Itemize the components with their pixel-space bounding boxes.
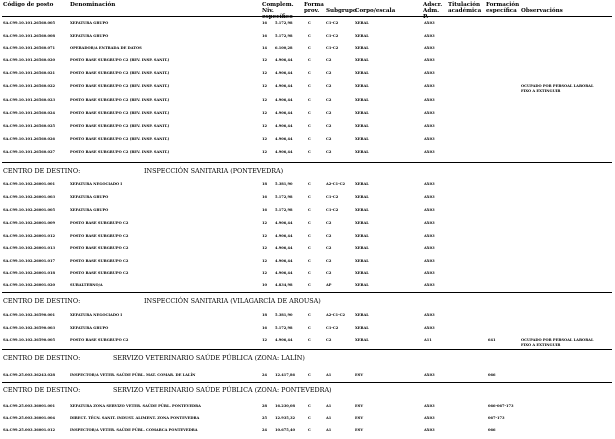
row-denominacion: POSTO BASE SUBGRUPO C2 (REV. INSP. SANIT.) (70, 71, 170, 75)
row-corpo: XERAL (355, 98, 369, 102)
row-nivel: 16 (262, 195, 268, 199)
row-corpo: XERAL (355, 313, 369, 317)
table-row (0, 338, 615, 346)
row-forma: C (308, 271, 311, 275)
row-forma: C (308, 416, 311, 420)
table-row (0, 416, 615, 424)
row-nivel: 12 (262, 150, 268, 154)
row-forma: C (308, 124, 311, 128)
header-forma: Forma prov. (304, 2, 324, 15)
row-forma: C (308, 246, 311, 250)
row-nivel: 12 (262, 259, 268, 263)
row-forma: C (308, 221, 311, 225)
row-nivel: 24 (262, 373, 268, 377)
row-code: SA.C99.10.102.26001.001 (3, 182, 56, 186)
row-code: SA.C99.10.101.26560.024 (3, 111, 56, 115)
table-row (0, 313, 615, 321)
row-corpo: XERAL (355, 326, 369, 330)
row-denominacion: POSTO BASE SUBGRUPO C2 (70, 338, 129, 342)
row-corpo: XERAL (355, 111, 369, 115)
table-row (0, 246, 615, 254)
row-subgrupo: A2-C1-C2 (326, 182, 345, 186)
row-corpo: XERAL (355, 221, 369, 225)
row-denominacion: OPERADOR/A ENTRADA DE DATOS (70, 46, 142, 50)
row-denominacion: XEFATURA GRUPO (70, 195, 109, 199)
row-corpo: XERAL (355, 21, 369, 25)
row-denominacion: INSPECTOR/A VETER. SAÚDE PÚBL. MAT. COMAR. DE LALÍN (70, 373, 196, 377)
row-complemento: 4.906,44 (275, 259, 293, 263)
table-row (0, 404, 615, 412)
row-adscr: AX03 (424, 283, 435, 287)
table-row (0, 34, 615, 42)
table-row (0, 71, 615, 79)
row-forma: C (308, 234, 311, 238)
row-corpo: XERAL (355, 71, 369, 75)
row-code: SA.C99.10.102.26001.009 (3, 221, 56, 225)
table-row (0, 373, 615, 381)
row-corpo: ESV (355, 373, 364, 377)
row-forma: C (308, 150, 311, 154)
row-denominacion: INSPECTOR/A VETER. SAÚDE PÚBL. COMARCA PONTEVEDRA (70, 428, 198, 432)
row-nivel: 12 (262, 137, 268, 141)
row-denominacion: XEFATURA GRUPO (70, 21, 109, 25)
row-adscr: AX03 (424, 271, 435, 275)
row-complemento: 10.675,40 (275, 428, 296, 432)
row-forma: C (308, 195, 311, 199)
row-adscr: AX03 (424, 404, 435, 408)
row-subgrupo: A1 (326, 416, 332, 420)
row-forma: C (308, 21, 311, 25)
table-row (0, 46, 615, 54)
row-complemento: 5.381,90 (275, 182, 293, 186)
row-nivel: 12 (262, 71, 268, 75)
row-complemento: 5.381,90 (275, 313, 293, 317)
row-code: SA.C99.25.003.36001.001 (3, 404, 56, 408)
table-row (0, 182, 615, 190)
row-corpo: XERAL (355, 46, 369, 50)
row-corpo: XERAL (355, 246, 369, 250)
row-adscr: AX03 (424, 234, 435, 238)
row-corpo: XERAL (355, 195, 369, 199)
row-complemento: 4.834,98 (275, 283, 293, 287)
row-subgrupo: C1-C2 (326, 34, 339, 38)
row-corpo: ESV (355, 404, 364, 408)
row-denominacion: XEFATURA GRUPO (70, 326, 109, 330)
row-adscr: AX03 (424, 313, 435, 317)
row-adscr: AX03 (424, 58, 435, 62)
row-complemento: 4.906,44 (275, 246, 293, 250)
row-code: SA.C99.10.101.26560.023 (3, 98, 56, 102)
row-denominacion: POSTO BASE SUBGRUPO C2 (70, 246, 129, 250)
row-subgrupo: C2 (326, 221, 332, 225)
header-formacion: Formación específica (486, 2, 520, 15)
row-subgrupo: A2-C1-C2 (326, 313, 345, 317)
row-complemento: 5.172,98 (275, 326, 293, 330)
row-adscr: AX03 (424, 98, 435, 102)
row-subgrupo: C2 (326, 150, 332, 154)
table-row (0, 137, 615, 145)
row-corpo: XERAL (355, 84, 369, 88)
row-code: SA.C99.25.003.36243.028 (3, 373, 56, 377)
row-adscr: AX03 (424, 428, 435, 432)
header-nivel: Complem. Niv. específico (262, 2, 294, 21)
table-row (0, 271, 615, 279)
row-nivel: 12 (262, 338, 268, 342)
row-complemento: 4.906,44 (275, 234, 293, 238)
row-forma: C (308, 338, 311, 342)
section-rule (2, 162, 612, 163)
row-corpo: XERAL (355, 150, 369, 154)
row-subgrupo: C2 (326, 84, 332, 88)
section-name: SERVIZO VETERINARIO SAÚDE PÚBLICA (ZONA: LALÍN) (113, 354, 305, 362)
row-forma: C (308, 326, 311, 330)
row-subgrupo: C1-C2 (326, 46, 339, 50)
table-row (0, 150, 615, 158)
row-subgrupo: C1-C2 (326, 208, 339, 212)
row-code: SA.C99.10.101.26560.020 (3, 58, 56, 62)
row-denominacion: DIRECT. TÉCN. SANIT. INDUST. ALIMENT. ZONA PONTEVEDRA (70, 416, 200, 420)
row-subgrupo: A1 (326, 404, 332, 408)
row-forma: C (308, 313, 311, 317)
row-complemento: 5.172,98 (275, 208, 293, 212)
row-nivel: 12 (262, 111, 268, 115)
row-subgrupo: C1-C2 (326, 326, 339, 330)
row-code: SA.C99.10.102.36590.001 (3, 313, 56, 317)
section-name: INSPECCIÓN SANITARIA (VILAGARCÍA DE AROUSA) (144, 297, 321, 305)
row-subgrupo: C2 (326, 259, 332, 263)
row-forma: C (308, 71, 311, 75)
row-adscr: AX03 (424, 259, 435, 263)
row-denominacion: POSTO BASE SUBGRUPO C2 (REV. INSP. SANIT.) (70, 150, 170, 154)
row-forma: C (308, 34, 311, 38)
row-nivel: 12 (262, 98, 268, 102)
row-complemento: 4.906,44 (275, 58, 293, 62)
row-denominacion: POSTO BASE SUBGRUPO C2 (REV. INSP. SANIT.) (70, 137, 170, 141)
row-corpo: ESV (355, 416, 364, 420)
row-adscr: AX03 (424, 111, 435, 115)
row-forma: C (308, 208, 311, 212)
row-complemento: 4.906,44 (275, 150, 293, 154)
row-complemento: 5.172,98 (275, 195, 293, 199)
table-row (0, 195, 615, 203)
row-denominacion: POSTO BASE SUBGRUPO C2 (70, 234, 129, 238)
row-code: SA.C99.10.101.26560.022 (3, 84, 56, 88)
section-rule (2, 292, 612, 293)
row-adscr: AX03 (424, 124, 435, 128)
row-denominacion: POSTO BASE SUBGRUPO C2 (REV. INSP. SANIT.) (70, 58, 170, 62)
row-corpo: XERAL (355, 137, 369, 141)
row-corpo: XERAL (355, 283, 369, 287)
row-nivel: 16 (262, 21, 268, 25)
row-subgrupo: C1-C2 (326, 195, 339, 199)
row-denominacion: XEFATURA GRUPO (70, 34, 109, 38)
table-row (0, 326, 615, 334)
row-nivel: 12 (262, 84, 268, 88)
table-row (0, 259, 615, 267)
row-denominacion: POSTO BASE SUBGRUPO C2 (70, 221, 129, 225)
row-subgrupo: C2 (326, 246, 332, 250)
row-complemento: 6.100,28 (275, 46, 293, 50)
header-codigo: Código de posto (3, 2, 54, 8)
row-adscr: AX03 (424, 416, 435, 420)
section-label: CENTRO DE DESTINO: (3, 386, 81, 394)
row-adscr: AX03 (424, 208, 435, 212)
row-complemento: 4.906,44 (275, 124, 293, 128)
section-name: INSPECCIÓN SANITARIA (PONTEVEDRA) (144, 167, 284, 175)
row-forma: C (308, 46, 311, 50)
row-adscr: AX03 (424, 195, 435, 199)
row-complemento: 16.230,08 (275, 404, 296, 408)
table-row (0, 124, 615, 132)
row-subgrupo: C2 (326, 271, 332, 275)
row-adscr: AX03 (424, 373, 435, 377)
row-complemento: 4.906,44 (275, 271, 293, 275)
row-code: SA.C99.10.102.26001.017 (3, 259, 56, 263)
table-row (0, 208, 615, 216)
row-corpo: XERAL (355, 338, 369, 342)
row-code: SA.C99.10.102.26001.012 (3, 234, 56, 238)
row-corpo: XERAL (355, 259, 369, 263)
row-code: SA.C99.10.101.26560.025 (3, 124, 56, 128)
section-rule (2, 382, 612, 383)
row-subgrupo: C2 (326, 338, 332, 342)
row-nivel: 12 (262, 271, 268, 275)
header-observacions: Observacións (521, 8, 563, 14)
row-code: SA.C99.10.101.26560.021 (3, 71, 56, 75)
row-formacion: 067-173 (488, 416, 505, 420)
row-code: SA.C99.10.101.26560.071 (3, 46, 56, 50)
row-adscr: AX03 (424, 21, 435, 25)
row-observacions: OCUPADO POR PERSOAL LABORAL FIXO A EXTINGUIR (521, 338, 594, 347)
table-row (0, 58, 615, 66)
row-formacion: 641 (488, 338, 496, 342)
row-forma: C (308, 182, 311, 186)
header-titulacion: Titulación académica (448, 2, 482, 15)
row-nivel: 12 (262, 58, 268, 62)
row-forma: C (308, 259, 311, 263)
row-subgrupo: C2 (326, 98, 332, 102)
row-forma: C (308, 84, 311, 88)
row-code: SA.C99.25.003.36001.012 (3, 428, 56, 432)
row-adscr: AX03 (424, 84, 435, 88)
row-adscr: AX03 (424, 246, 435, 250)
table-row (0, 111, 615, 119)
row-adscr: AX03 (424, 46, 435, 50)
row-nivel: 16 (262, 34, 268, 38)
row-code: SA.C99.10.101.26560.026 (3, 137, 56, 141)
row-complemento: 4.906,44 (275, 338, 293, 342)
row-nivel: 12 (262, 234, 268, 238)
row-denominacion: SUBALTERNO/A (70, 283, 103, 287)
row-formacion: 066 (488, 373, 496, 377)
row-nivel: 16 (262, 208, 268, 212)
row-denominacion: XEFATURA NEGOCIADO I (70, 313, 123, 317)
row-forma: C (308, 111, 311, 115)
row-nivel: 10 (262, 283, 268, 287)
section-label: CENTRO DE DESTINO: (3, 167, 81, 175)
row-formacion: 066 (488, 428, 496, 432)
row-code: SA.C99.10.102.26001.013 (3, 246, 56, 250)
row-corpo: XERAL (355, 208, 369, 212)
row-complemento: 4.906,44 (275, 98, 293, 102)
header-rule (2, 16, 612, 17)
header-denominacion: Denominación (70, 2, 116, 8)
row-code: SA.C99.10.101.26560.005 (3, 21, 56, 25)
row-complemento: 4.906,44 (275, 111, 293, 115)
section-name: SERVIZO VETERINARIO SAÚDE PÚBLICA (ZONA: PONTEVEDRA) (113, 386, 332, 394)
row-denominacion: XEFATURA NEGOCIADO I (70, 182, 123, 186)
row-subgrupo: C1-C2 (326, 21, 339, 25)
row-adscr: AX03 (424, 182, 435, 186)
row-complemento: 12.417,86 (275, 373, 296, 377)
row-denominacion: XEFATURA GRUPO (70, 208, 109, 212)
row-corpo: XERAL (355, 182, 369, 186)
row-forma: C (308, 404, 311, 408)
row-subgrupo: A1 (326, 373, 332, 377)
row-nivel: 16 (262, 326, 268, 330)
row-code: SA.C99.25.003.36001.004 (3, 416, 56, 420)
table-row (0, 221, 615, 229)
table-row (0, 428, 615, 436)
row-corpo: ESV (355, 428, 364, 432)
row-subgrupo: A1 (326, 428, 332, 432)
row-nivel: 28 (262, 404, 268, 408)
row-nivel: 12 (262, 246, 268, 250)
row-corpo: XERAL (355, 34, 369, 38)
table-row (0, 283, 615, 291)
row-formacion: 066-067-173 (488, 404, 514, 408)
header-subgrupo: Subgrupo (326, 8, 357, 14)
row-complemento: 5.172,98 (275, 34, 293, 38)
row-adscr: A11 (424, 338, 432, 342)
row-denominacion: POSTO BASE SUBGRUPO C2 (70, 259, 129, 263)
row-corpo: XERAL (355, 234, 369, 238)
header-adscr: Adscr. Adm. P. (423, 2, 443, 21)
row-subgrupo: C2 (326, 71, 332, 75)
row-code: SA.C99.10.101.26560.027 (3, 150, 56, 154)
section-rule (2, 349, 612, 350)
row-nivel: 12 (262, 124, 268, 128)
row-subgrupo: C2 (326, 58, 332, 62)
row-code: SA.C99.10.102.26001.018 (3, 271, 56, 275)
row-adscr: AX03 (424, 326, 435, 330)
row-code: SA.C99.10.102.26001.005 (3, 208, 56, 212)
row-complemento: 4.906,44 (275, 221, 293, 225)
row-nivel: 12 (262, 221, 268, 225)
row-nivel: 14 (262, 46, 268, 50)
row-forma: C (308, 137, 311, 141)
row-complemento: 12.935,32 (275, 416, 296, 420)
row-nivel: 25 (262, 416, 268, 420)
header-corpo: Corpo/escala (355, 8, 396, 14)
row-subgrupo: AP (326, 283, 332, 287)
row-corpo: XERAL (355, 271, 369, 275)
row-nivel: 18 (262, 182, 268, 186)
row-complemento: 4.906,44 (275, 71, 293, 75)
row-adscr: AX03 (424, 34, 435, 38)
row-forma: C (308, 98, 311, 102)
row-forma: C (308, 58, 311, 62)
row-corpo: XERAL (355, 58, 369, 62)
row-forma: C (308, 428, 311, 432)
row-adscr: AX03 (424, 221, 435, 225)
row-subgrupo: C2 (326, 124, 332, 128)
table-row (0, 21, 615, 29)
row-nivel: 24 (262, 428, 268, 432)
row-denominacion: POSTO BASE SUBGRUPO C2 (REV. INSP. SANIT.) (70, 124, 170, 128)
row-complemento: 5.172,98 (275, 21, 293, 25)
row-denominacion: POSTO BASE SUBGRUPO C2 (REV. INSP. SANIT.) (70, 111, 170, 115)
row-forma: C (308, 283, 311, 287)
row-code: SA.C99.10.102.26001.020 (3, 283, 56, 287)
row-denominacion: POSTO BASE SUBGRUPO C2 (70, 271, 129, 275)
section-label: CENTRO DE DESTINO: (3, 297, 81, 305)
row-complemento: 4.906,44 (275, 84, 293, 88)
row-subgrupo: C2 (326, 111, 332, 115)
row-subgrupo: C2 (326, 234, 332, 238)
row-subgrupo: C2 (326, 137, 332, 141)
row-adscr: AX03 (424, 137, 435, 141)
row-forma: C (308, 373, 311, 377)
row-denominacion: XEFATURA ZONA SERVIZO VETER. SAÚDE PÚBL. PONTEVEDRA (70, 404, 201, 408)
row-code: SA.C99.10.102.36590.003 (3, 326, 56, 330)
row-denominacion: POSTO BASE SUBGRUPO C2 (REV. INSP. SANIT.) (70, 98, 170, 102)
table-row (0, 98, 615, 106)
row-code: SA.C99.10.101.26560.008 (3, 34, 56, 38)
row-adscr: AX03 (424, 150, 435, 154)
row-complemento: 4.906,44 (275, 137, 293, 141)
row-denominacion: POSTO BASE SUBGRUPO C2 (REV. INSP. SANIT.) (70, 84, 170, 88)
row-nivel: 18 (262, 313, 268, 317)
table-row (0, 84, 615, 92)
row-observacions: OCUPADO POR PERSOAL LABORAL FIXO A EXTINGUIR (521, 84, 594, 93)
section-label: CENTRO DE DESTINO: (3, 354, 81, 362)
row-corpo: XERAL (355, 124, 369, 128)
table-row (0, 234, 615, 242)
row-adscr: AX03 (424, 71, 435, 75)
row-code: SA.C99.10.102.36590.005 (3, 338, 56, 342)
row-code: SA.C99.10.102.26001.003 (3, 195, 56, 199)
